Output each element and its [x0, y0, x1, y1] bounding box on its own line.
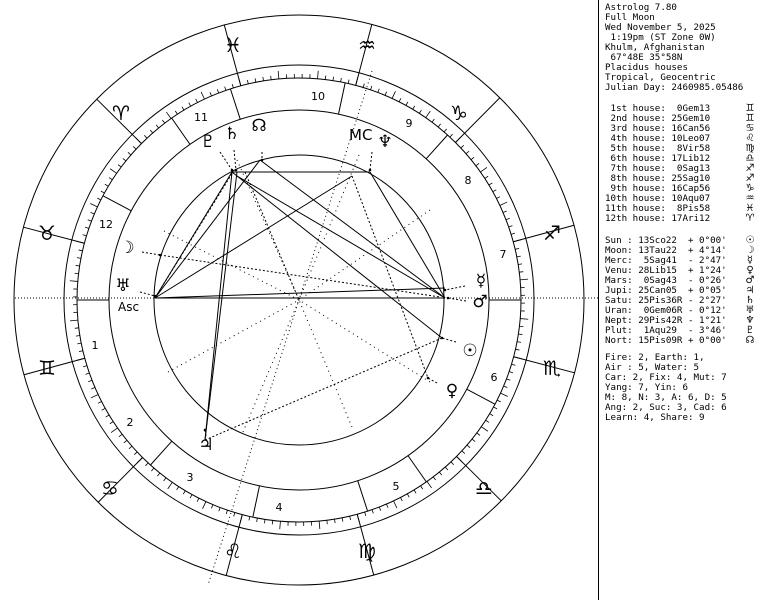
house-row: 11th house: 8Pis58 [605, 203, 711, 214]
house-row-glyph: ♋ [745, 123, 755, 134]
house-row: 8th house: 25Sag10 [605, 173, 711, 184]
house-cusp [253, 486, 260, 517]
info-panel [600, 0, 760, 600]
aspect-lines [155, 160, 445, 440]
mars-glyph: ♂ [472, 292, 488, 312]
house-row-glyph: ♐ [745, 163, 755, 174]
house-row-glyph: ♐ [745, 173, 755, 184]
house-row-glyph: ♌ [745, 133, 755, 144]
summary-row: Ang: 2, Suc: 3, Cad: 6 [605, 402, 727, 413]
planet-row-glyph: ♀ [746, 265, 754, 276]
house-row-glyph: ♍ [745, 143, 755, 154]
planet-row: Moon: 13Tau22 + 4°14' [605, 245, 727, 256]
planet-row-glyph: ☽ [745, 245, 755, 256]
sign-glyph: ♒ [358, 33, 376, 57]
north-node-glyph: ☊ [251, 116, 267, 136]
cusp-line-6 [299, 300, 430, 382]
house-number: 4 [275, 501, 283, 514]
house-row: 2nd house: 25Gem10 [605, 113, 711, 124]
house-number: 7 [499, 248, 507, 261]
summary-row: Yang: 7, Yin: 6 [605, 382, 688, 393]
house-row-glyph: ♊ [745, 113, 755, 124]
neptune-glyph: ♆ [377, 132, 393, 152]
planet-row-glyph: ♄ [745, 295, 755, 306]
house-number: 12 [99, 218, 113, 231]
house-number: 1 [91, 339, 99, 352]
sign-glyph: ♓ [224, 33, 242, 57]
house-cusp [426, 135, 447, 159]
house-row-glyph: ♎ [745, 153, 755, 164]
house-row: 12th house: 17Ari12 [605, 213, 711, 224]
header-line: 67°48E 35°58N [605, 52, 683, 63]
panel-divider [598, 0, 599, 600]
sign-glyph: ♊ [38, 356, 56, 380]
header-line: Wed November 5, 2025 [605, 22, 716, 33]
planet-row: Sun : 13Sco22 + 0°00' [605, 235, 727, 246]
venus-glyph: ♀ [445, 381, 459, 401]
house-row-glyph: ♊ [745, 103, 755, 114]
planet-row: Nept: 29Pis42R - 1°21' [605, 315, 727, 326]
planet-row: Jupi: 25Can05 + 0°05' [605, 285, 727, 296]
summary-row: M: 8, N: 3, A: 6, D: 5 [605, 392, 727, 403]
house-row: 5th house: 8Vir58 [605, 143, 711, 154]
header-line: Julian Day: 2460985.05486 [605, 82, 744, 93]
sign-glyph: ♉ [38, 221, 56, 245]
planet-row-glyph: ♆ [745, 315, 755, 326]
house-cusp [230, 89, 240, 119]
header-line: Khulm, Afghanistan [605, 42, 705, 53]
house-number: 5 [392, 480, 400, 493]
saturn-glyph: ♄ [224, 124, 240, 144]
house-cusp [358, 481, 368, 511]
house-row: 6th house: 17Lib12 [605, 153, 711, 164]
planet-row-glyph: ♇ [745, 325, 755, 336]
planet-row: Merc: 5Sag41 - 2°47' [605, 255, 727, 266]
planet-row-glyph: ☊ [745, 335, 755, 346]
house-cusp [339, 83, 346, 114]
sign-glyph: ♐ [543, 221, 561, 245]
planet-row: Nort: 15Pis09R + 0°00' [605, 335, 727, 346]
planet-row-glyph: ☉ [745, 235, 755, 246]
cusp-line-3 [243, 300, 299, 432]
house-number: 9 [405, 117, 413, 130]
planet-row: Satu: 25Pis36R - 2°27' [605, 295, 727, 306]
house-cusp [103, 196, 131, 211]
house-number: 10 [311, 90, 325, 103]
sign-glyph: ♌ [224, 539, 242, 563]
house-row: 9th house: 16Cap56 [605, 183, 711, 194]
sign-glyph: ♑ [450, 101, 468, 125]
sign-glyph: ♋ [101, 476, 119, 500]
house-cusp [467, 389, 495, 404]
sign-glyph: ♎ [475, 476, 493, 500]
sign-glyph: ♍ [358, 539, 376, 563]
jupiter-glyph: ♃ [198, 435, 214, 455]
planet-row-glyph: ☿ [746, 255, 754, 266]
house-row-glyph: ♒ [745, 193, 755, 204]
house-row: 10th house: 10Aqu07 [605, 193, 711, 204]
house-row: 4th house: 10Leo07 [605, 133, 711, 144]
planet-row-glyph: ♃ [745, 285, 755, 296]
house-row-glyph: ♓ [745, 203, 755, 214]
sign-glyph: ♈ [112, 101, 130, 125]
sun-glyph: ☉ [462, 341, 478, 361]
house-cusp [172, 118, 190, 144]
planet-row: Uran: 0Gem06R - 0°12' [605, 305, 727, 316]
planet-row: Plut: 1Aqu29 - 3°46' [605, 325, 727, 336]
header-line: Placidus houses [605, 62, 688, 73]
uranus-glyph: ♅ [115, 276, 131, 296]
house-row: 7th house: 0Sag13 [605, 163, 711, 174]
cusp-line-5 [299, 300, 352, 427]
house-number: 2 [126, 416, 134, 429]
planet-row-glyph: ♂ [745, 275, 755, 286]
planet-row: Venu: 28Lib15 + 1°24' [605, 265, 727, 276]
mercury-glyph: ☿ [475, 271, 487, 291]
house-row: 1st house: 0Gem13 [605, 103, 711, 114]
house-number: 6 [490, 371, 498, 384]
summary-row: Car: 2, Fix: 4, Mut: 7 [605, 372, 727, 383]
house-number: 3 [186, 471, 194, 484]
house-number: 11 [194, 111, 208, 124]
header-line: Astrolog 7.80 [605, 2, 677, 13]
ascendant-label: Asc [118, 300, 140, 314]
header-line: Tropical, Geocentric [605, 72, 716, 83]
sign-glyph: ♏ [543, 356, 561, 380]
midheaven-label: MC [349, 126, 373, 144]
pluto-glyph: ♇ [200, 132, 216, 152]
meridian-axis [208, 71, 372, 585]
summary-row: Learn: 4, Share: 9 [605, 412, 705, 423]
house-row-glyph: ♑ [745, 183, 755, 194]
house-row-glyph: ♈ [745, 213, 755, 224]
house-row: 3rd house: 16Can56 [605, 123, 711, 134]
house-cusp [150, 441, 171, 465]
planet-row-glyph: ♅ [745, 305, 755, 316]
planet-glyphs [115, 116, 487, 455]
moon-glyph: ☽ [119, 238, 135, 258]
header-line: 1:19pm (ST Zone 0W) [605, 32, 716, 43]
planet-row: Mars: 0Sag43 - 0°26' [605, 275, 727, 286]
header-line: Full Moon [605, 12, 655, 23]
house-number: 8 [464, 174, 472, 187]
house-cusp [408, 456, 426, 482]
summary-row: Fire: 2, Earth: 1, [605, 352, 705, 363]
summary-row: Air : 5, Water: 5 [605, 362, 700, 373]
